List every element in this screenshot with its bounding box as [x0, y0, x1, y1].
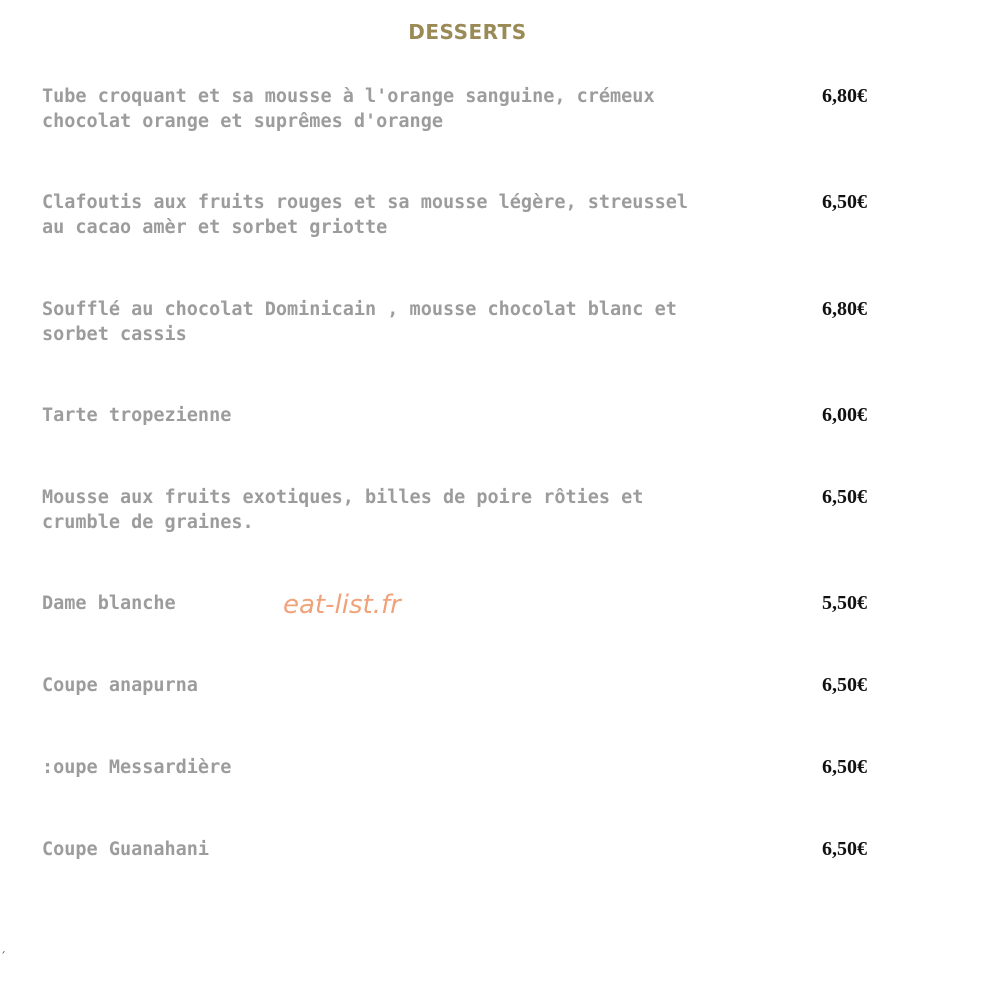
- menu-item-name: Dame blanche: [42, 593, 176, 614]
- menu-item-price: 6,50€: [822, 674, 867, 696]
- menu-item-name: Tube croquant et sa mousse à l'orange sanguine, crémeux chocolat orange et suprêmes d'orange: [42, 86, 655, 132]
- menu-item-price: 6,80€: [822, 298, 867, 320]
- menu-item-price: 6,80€: [822, 85, 867, 107]
- menu-item-name: Mousse aux fruits exotiques, billes de poire rôties et crumble de graines.: [42, 487, 644, 533]
- menu-item-price: 6,50€: [822, 486, 867, 508]
- menu-item-name: Clafoutis aux fruits rouges et sa mousse légère, streussel au cacao amèr et sorbet griotte: [42, 192, 689, 238]
- menu-item-name: Coupe anapurna: [42, 675, 198, 696]
- menu-item-price: 6,50€: [822, 838, 867, 860]
- menu-item-price: 6,50€: [822, 191, 867, 213]
- menu-item-name: Coupe Guanahani: [42, 839, 210, 860]
- menu-item-price: 6,50€: [822, 756, 867, 778]
- menu-item-price: 5,50€: [822, 592, 867, 614]
- page-title: DESSERTS: [408, 20, 527, 44]
- corner-mark: ´: [0, 950, 6, 964]
- menu-item-name: :oupe Messardière: [42, 757, 232, 778]
- menu-item-name: Tarte tropezienne: [42, 405, 232, 426]
- menu-item-name: Soufflé au chocolat Dominicain , mousse chocolat blanc et sorbet cassis: [42, 299, 677, 345]
- watermark-text: eat-list.fr: [283, 590, 401, 620]
- menu-item-price: 6,00€: [822, 404, 867, 426]
